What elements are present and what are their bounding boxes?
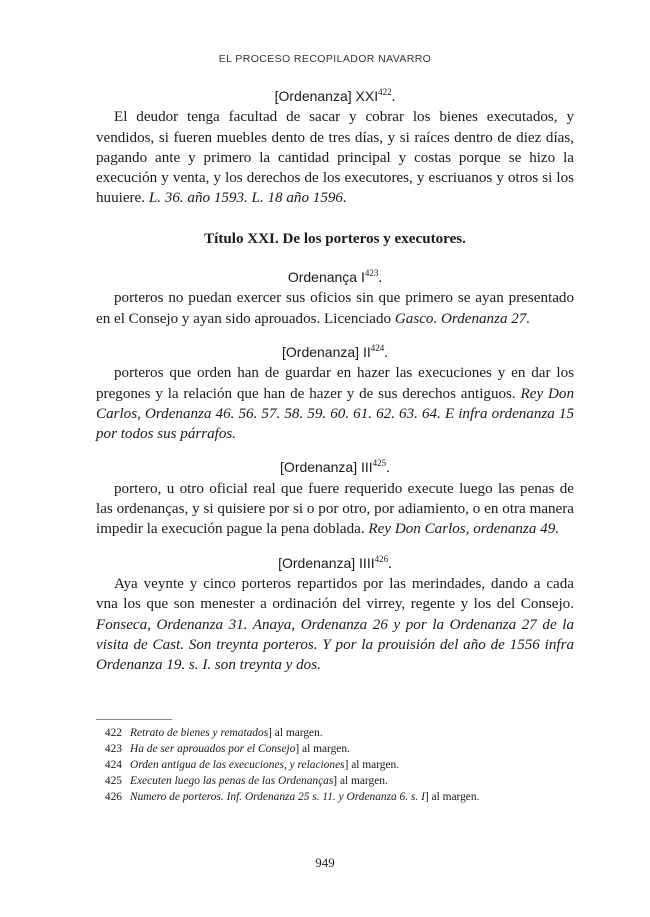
ordinance-citation: L. 36. año 1593. L. 18 año 1596. xyxy=(148,190,347,207)
footnote-italic: Retrato de bienes y rematados xyxy=(130,727,269,739)
section-title: Título XXI. De los porteros y executores. xyxy=(204,230,466,247)
heading-suffix: . xyxy=(391,89,396,105)
ordinance-paragraph xyxy=(96,107,574,208)
ordinance-text: portero, u otro oficial real que fuere requerido execute luego las penas de las ordenanças, y si quisiere por si o por otro, por adiamiento, o en otra manera impedir la execución pague la pena doblada. xyxy=(96,480,574,538)
running-header: EL PROCESO RECOPILADOR NAVARRO xyxy=(218,53,432,65)
ordinance-text: porteros que orden han de guardar en hazer las execuciones y en dar los pregones y la relación que han de hazer y de sus derechos antiguos. xyxy=(96,365,574,402)
footnote-italic: Numero de porteros. Inf. Ordenanza 25 s. 11. y Ordenanza 6. s. I xyxy=(130,791,425,803)
footnote-number: 426 xyxy=(104,791,122,803)
main-text xyxy=(96,86,574,675)
footnote-number: 424 xyxy=(104,759,122,771)
ordinance-heading xyxy=(96,267,574,288)
footnote-number: 425 xyxy=(104,775,122,787)
heading-suffix: . xyxy=(384,344,388,361)
footnote-italic: Orden antigua de las execuciones, y relaciones xyxy=(130,759,345,771)
footnote-plain: ] al margen. xyxy=(295,743,350,755)
heading-suffix: . xyxy=(388,555,392,572)
footnote-italic: Executen luego las penas de las Ordenanças xyxy=(130,775,334,787)
footnote-reference: 422 xyxy=(378,86,392,97)
ordinance-heading xyxy=(96,553,574,574)
footnote-number: 422 xyxy=(104,727,122,739)
footnotes xyxy=(96,725,576,805)
heading-suffix: . xyxy=(386,460,390,477)
footnote xyxy=(96,789,576,805)
ordinance-heading xyxy=(96,457,574,478)
ordinance-citation: Gasco. Ordenanza 27. xyxy=(394,310,531,327)
footnote-text xyxy=(130,725,323,741)
footnote-reference: 426 xyxy=(374,553,389,564)
footnote-reference: 423 xyxy=(364,268,379,279)
footnote xyxy=(96,741,576,757)
ordinance-paragraph xyxy=(96,479,574,540)
footnote xyxy=(96,773,576,789)
footnote-divider xyxy=(96,719,172,720)
ordinance-heading-label: [Ordenanza] IIII xyxy=(278,554,375,571)
ordinance-text: porteros no puedan exercer sus oficios sin que primero se ayan presentado en el Consejo y ayan sido aprouados. Licenciado xyxy=(96,290,574,327)
ordinance-paragraph xyxy=(96,288,574,329)
footnote-text xyxy=(130,773,388,789)
ordinance-heading-label: Ordenança I xyxy=(287,269,365,286)
footnote-reference: 425 xyxy=(372,458,387,469)
ordinance-text: El deudor tenga facultad de sacar y cobrar los bienes executados, y vendidos, si fueren muebles dento de tres días, y si raíces dentro de diez días, pagando ante y primero la cantidad principal y costas porque se hizo la execución y venta, y los derechos de los executores, y escriuanos y otros si los huuiere. xyxy=(96,109,574,207)
footnote-text xyxy=(130,757,399,773)
ordinance-citation: Fonseca, Ordenanza 31. Anaya, Ordenanza 26 y por la Ordenanza 27 de la visita de Cast. Son treynta porteros. Y por la prouisión del año de 1556 infra Ordenanza 19. s. I. son treynta y dos. xyxy=(96,616,574,674)
ordinance-heading xyxy=(96,342,574,363)
ordinance-heading-label: [Ordenanza] XXI xyxy=(274,88,379,104)
footnote xyxy=(96,757,576,773)
ordinance-heading-label: [Ordenanza] II xyxy=(282,343,371,360)
ordinance-heading-label: [Ordenanza] III xyxy=(280,459,373,476)
footnote-text xyxy=(130,741,350,757)
footnote-reference: 424 xyxy=(370,342,385,353)
ordinance-citation: Rey Don Carlos, Ordenanza 46. 56. 57. 58. 59. 60. 61. 62. 63. 64. E infra ordenanza 15 por todos sus párrafos. xyxy=(96,385,574,443)
heading-suffix: . xyxy=(378,270,383,287)
ordinance-citation: Rey Don Carlos, ordenanza 49. xyxy=(368,521,560,538)
footnote-text xyxy=(130,789,479,805)
footnote-plain: ] al margen. xyxy=(424,791,480,803)
footnote-plain: ] al margen. xyxy=(268,727,323,739)
ordinance-paragraph xyxy=(96,363,574,444)
ordinance-paragraph xyxy=(96,574,574,675)
ordinance-heading xyxy=(96,86,574,107)
footnote-plain: ] al margen. xyxy=(333,775,388,787)
footnote-number: 423 xyxy=(104,743,122,755)
footnote xyxy=(96,725,576,741)
ordinance-text: Aya veynte y cinco porteros repartidos por las merindades, dando a cada vna los que son menester a ordinación del virrey, regente y los del Consejo. xyxy=(96,575,574,613)
footnote-plain: ] al margen. xyxy=(344,759,400,771)
footnote-italic: Ha de ser aprouados por el Consejo xyxy=(130,743,296,755)
page-number: 949 xyxy=(315,855,335,870)
